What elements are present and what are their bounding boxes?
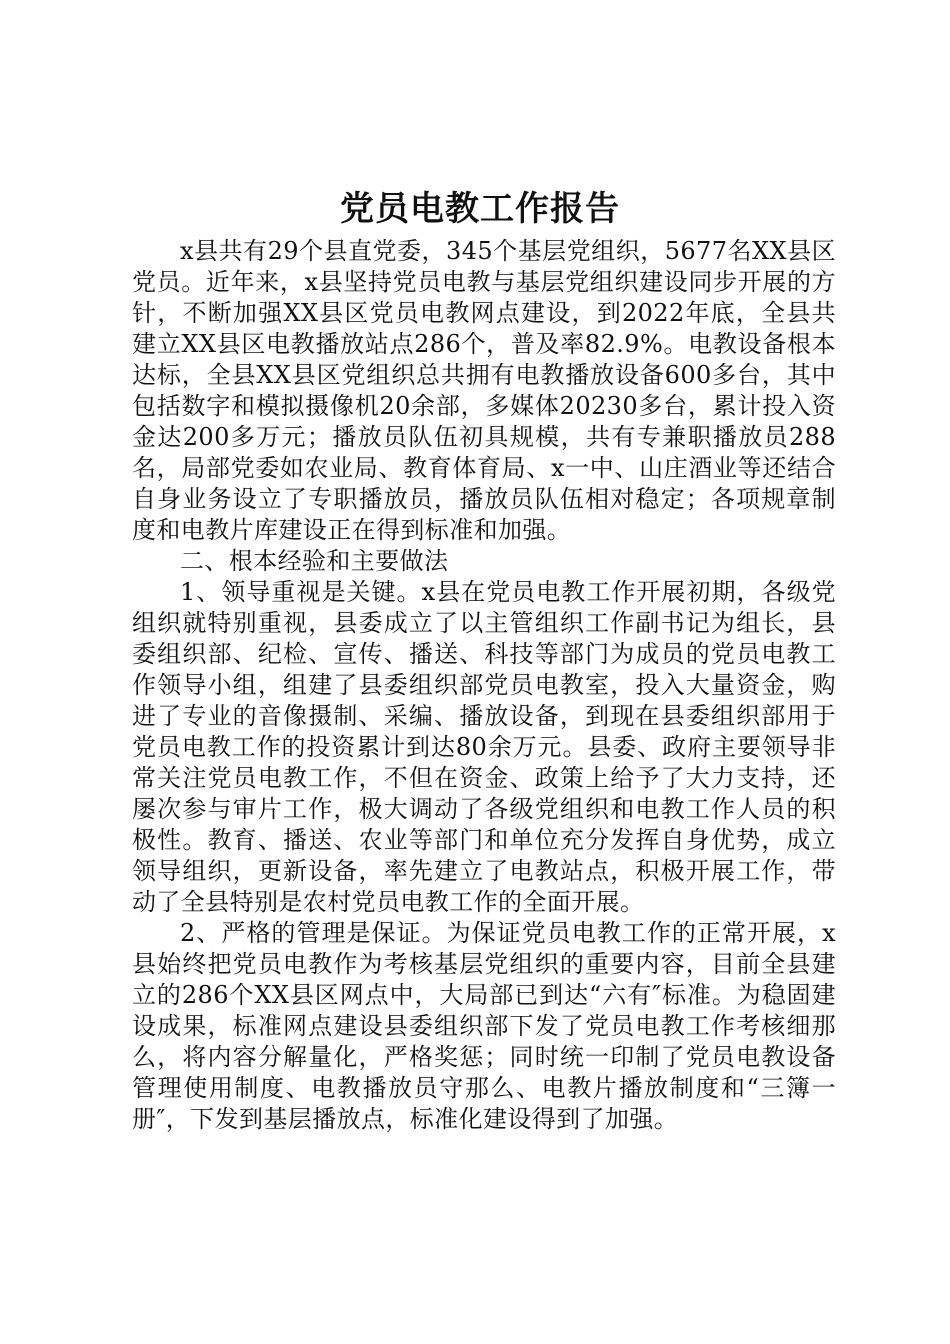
paragraph-management: 2、严格的管理是保证。为保证党员电教工作的正常开展，x县始终把党员电教作为考核基层党组织的重要内容，目前全县建立的286个XX县区网点中，大局部已到达“六有″标准。为稳固建设成果，标准网点建设县委组织部下发了党员电教工作考核细那么，将内容分解量化，严格奖惩；同时统一印制了党员电教设备管理使用制度、电教播放员守那么、电教片播放制度和“三簿一册″，下发到基层播放点，标准化建设得到了加强。 bbox=[132, 919, 836, 1133]
document-page bbox=[132, 0, 846, 1344]
section-heading-experience: 二、根本经验和主要做法 bbox=[180, 547, 449, 575]
document-body bbox=[132, 236, 836, 1135]
paragraph-leadership: 1、领导重视是关键。x县在党员电教工作开展初期，各级党组织就特别重视，县委成立了以主管组织工作副书记为组长，县委组织部、纪检、宣传、播送、科技等部门为成员的党员电教工作领导小组，组建了县委组织部党员电教室，投入大量资金，购进了专业的音像摄制、采编、播放设备，到现在县委组织部用于党员电教工作的投资累计到达80余万元。县委、政府主要领导非常关注党员电教工作，不但在资金、政策上给予了大力支持，还屡次参与审片工作，极大调动了各级党组织和电教工作人员的积极性。教育、播送、农业等部门和单位充分发挥自身优势，成立领导组织，更新设备，率先建立了电教站点，积极开展工作，带动了全县特别是农村党员电教工作的全面开展。 bbox=[132, 578, 836, 916]
paragraph-overview: x县共有29个县直党委，345个基层党组织，5677名XX县区党员。近年来，x县坚持党员电教与基层党组织建设同步开展的方针，不断加强XX县区党员电教网点建设，到2022年底，全县共建立XX县区电教播放站点286个，普及率82.9%。电教设备根本达标，全县XX县区党组织总共拥有电教播放设备600多台，其中包括数字和模拟摄像机20余部，多媒体20230多台，累计投入资金达200多万元；播放员队伍初具规模，共有专兼职播放员288名，局部党委如农业局、教育体育局、x一中、山庄酒业等还结合自身业务设立了专职播放员，播放员队伍相对稳定；各项规章制度和电教片库建设正在得到标准和加强。 bbox=[132, 237, 836, 544]
document-title: 党员电教工作报告 bbox=[340, 189, 620, 229]
